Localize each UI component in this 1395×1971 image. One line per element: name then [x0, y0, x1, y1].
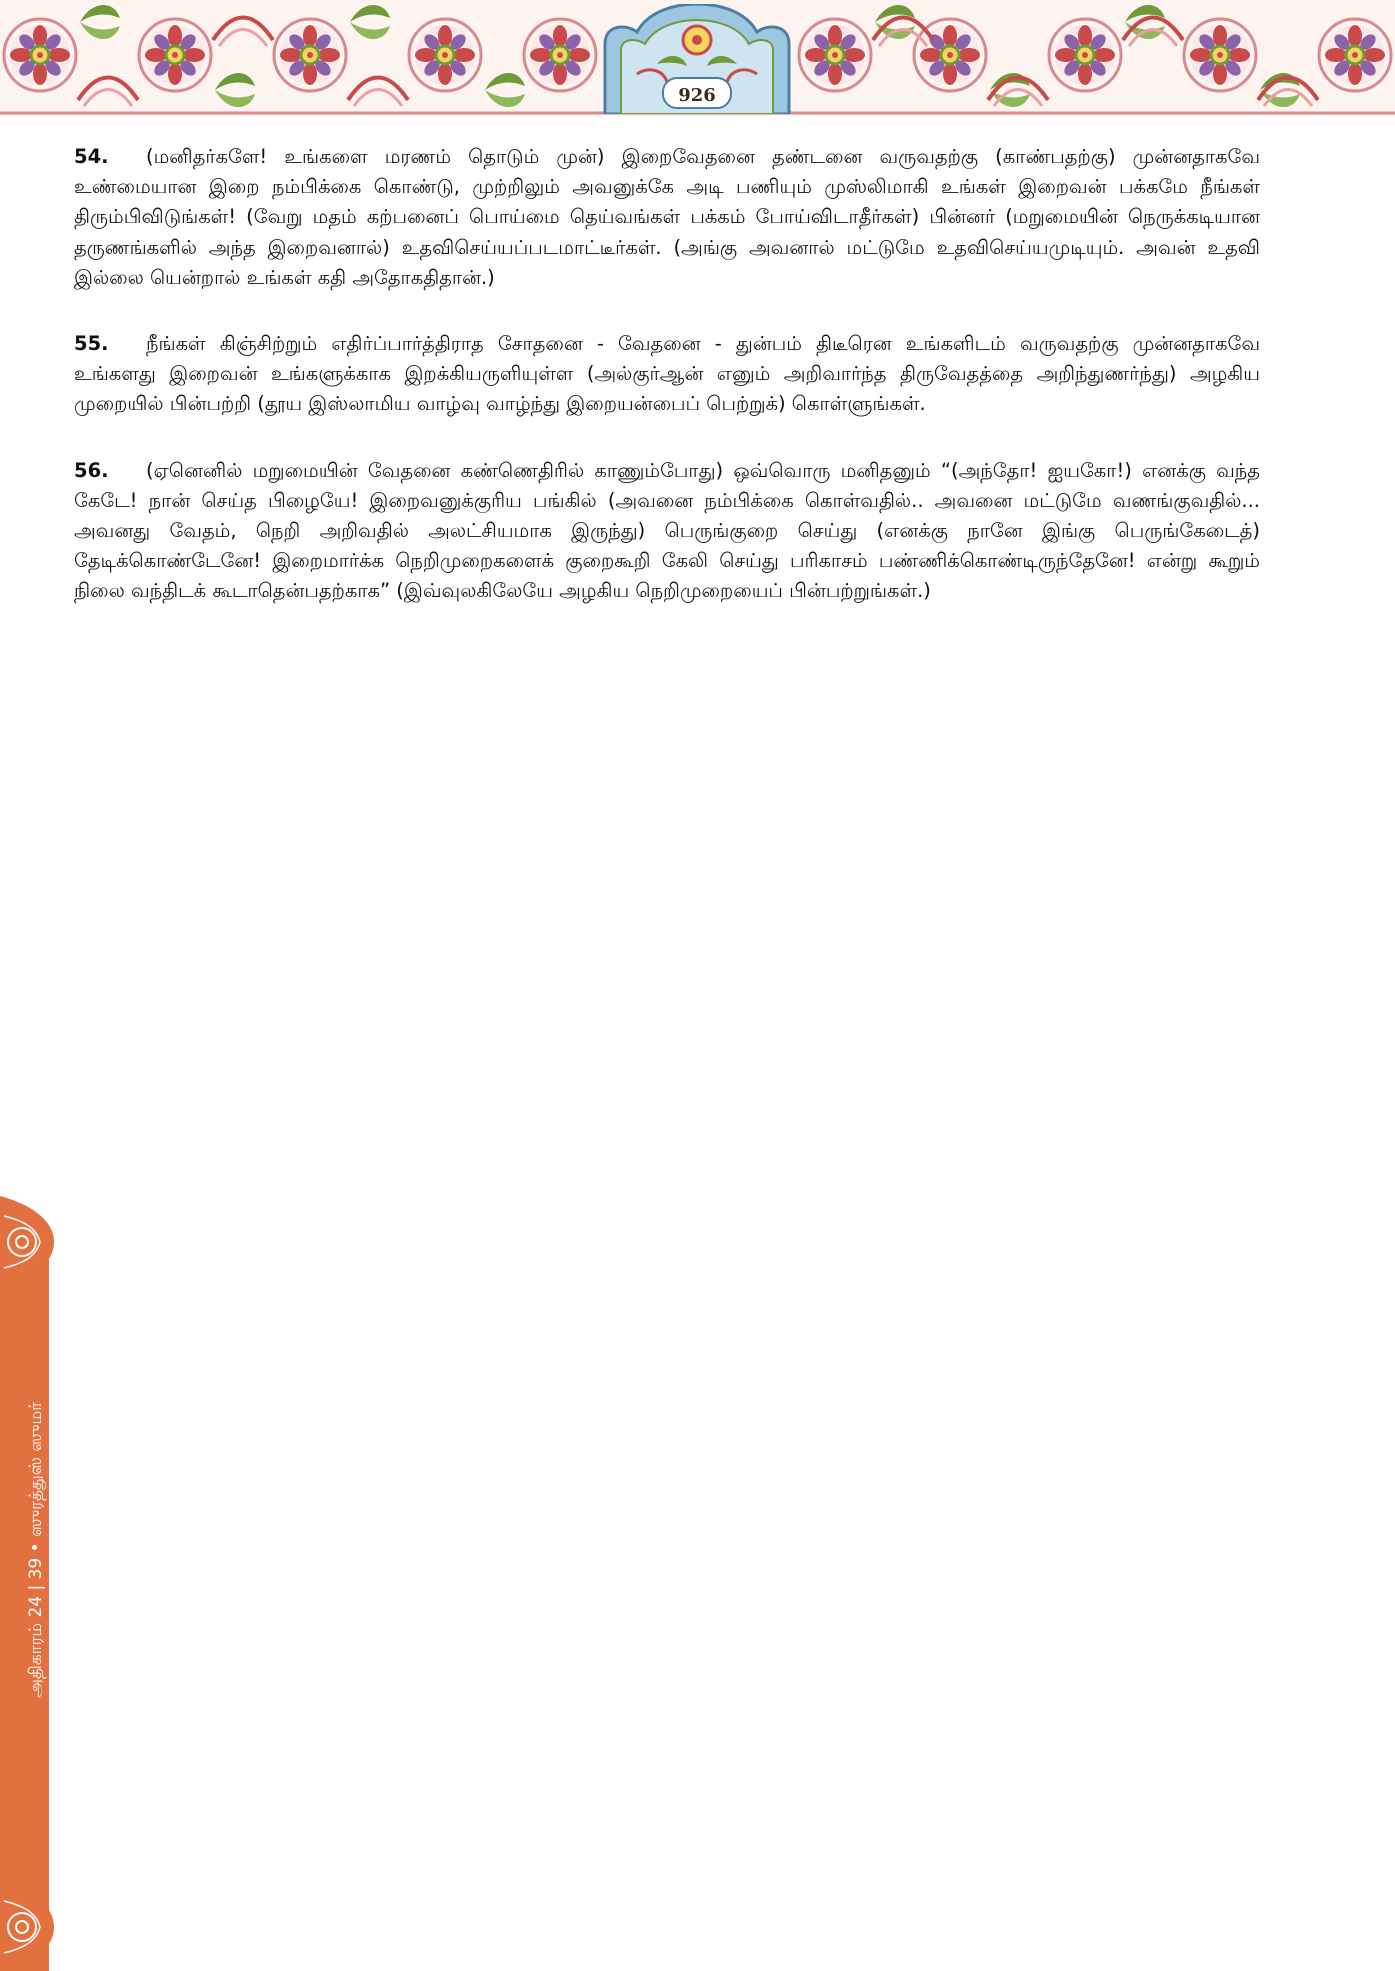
verse-56 [74, 456, 1260, 607]
verse-text: (ஏனெனில் மறுமையின் வேதனை கண்ணெதிரில் காணும்போது) ஒவ்வொரு மனிதனும் “(அந்தோ! ஐயகோ!) எனக்கு வந்த கேடே! நான் செய்த பிழையே! இறைவனுக்குரிய பங்கில் (அவனை நம்பிக்கை கொள்வதில்.. அவனை மட்டுமே வணங்குவதில்... அவனது வேதம், நெறி அறிவதில் அலட்சியமாக இருந்து) பெருங்குறை செய்து (எனக்கு நானே இங்கு பெருங்கேடைத்) தேடிக்கொண்டேனே! இறைமார்க்க நெறிமுறைகளைக் குறைகூறி கேலி செய்து பரிகாசம் பண்ணிக்கொண்டிருந்தேனே! என்று கூறும் நிலை வந்திடக் கூடாதென்பதற்காக” (இவ்வுலகிலேயே அழகிய நெறிமுறையைப் பின்பற்றுங்கள்.) [74, 458, 1260, 603]
verse-text: (மனிதர்களே! உங்களை மரணம் தொடும் முன்) இறைவேதனை தண்டனை வருவதற்கு (காண்பதற்கு) முன்னதாகவே உண்மையான இறை நம்பிக்கை கொண்டு, முற்றிலும் அவனுக்கே அடி பணியும் முஸ்லிமாகி உங்கள் இறைவன் பக்கமே நீங்கள் திரும்பிவிடுங்கள்! (வேறு மதம் கற்பனைப் பொய்மை தெய்வங்கள் பக்கம் போய்விடாதீர்கள்) பின்னர் (மறுமையின் நெருக்கடியான தருணங்களில் அந்த இறைவனால்) உதவிசெய்யப்படமாட்டீர்கள். (அங்கு அவனால் மட்டுமே உதவிசெய்யமுடியும். அவன் உதவி இல்லை யென்றால் உங்கள் கதி அதோகதிதான்.) [74, 145, 1260, 289]
verse-54 [74, 142, 1260, 293]
verse-number: 56. [74, 458, 109, 482]
verse-content [74, 142, 1260, 643]
verse-text: நீங்கள் கிஞ்சிற்றும் எதிர்ப்பார்த்திராத சோதனை - வேதனை - துன்பம் திடீரென உங்களிடம் வருவதற்கு முன்னதாகவே உங்களது இறைவன் உங்களுக்காக இறக்கியருளியுள்ள (அல்குர்ஆன் எனும் அறிவார்ந்த திருவேதத்தை அறிந்துணர்ந்து) அழகிய முறையில் பின்பற்றி (தூய இஸ்லாமிய வாழ்வு வாழ்ந்து இறையன்பைப் பெற்றுக்) கொள்ளுங்கள். [74, 332, 1260, 416]
chapter-label: அதிகாரம் 24 | 39 • ஸுரத்துஸ் ஸுமர் [26, 1401, 46, 1698]
verse-55 [74, 329, 1260, 420]
verse-number: 55. [74, 332, 109, 356]
verse-number: 54. [74, 145, 109, 168]
page-number: 926 [678, 85, 716, 106]
page-number-medallion [597, 4, 797, 114]
sidebar-bottom-ornament-icon [0, 1881, 56, 1971]
sidebar-top-ornament-icon [0, 1196, 56, 1286]
